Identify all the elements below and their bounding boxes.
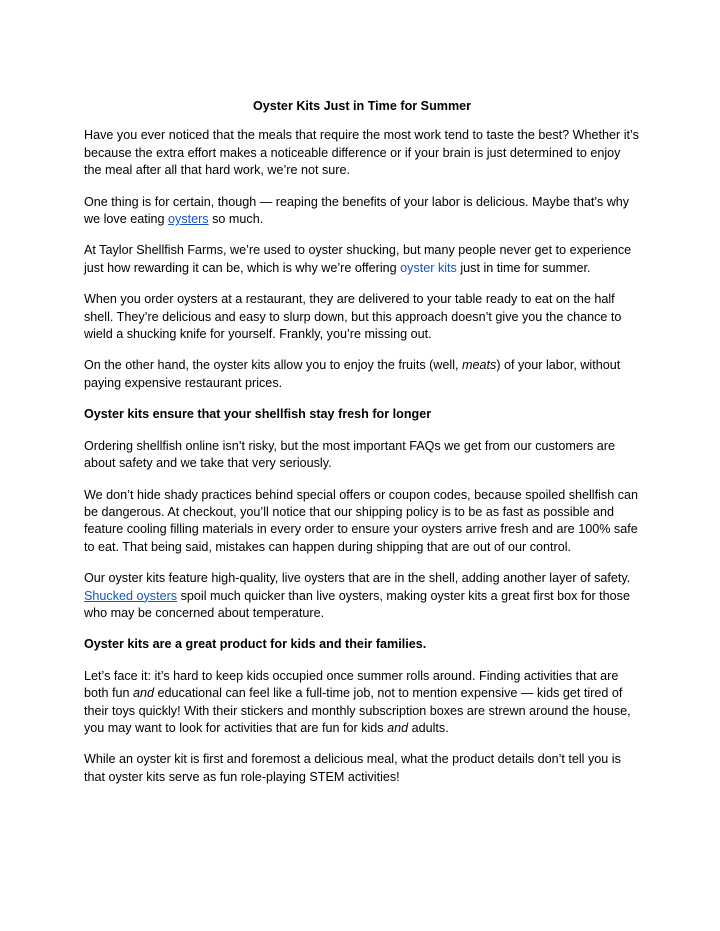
paragraph-text: Let’s face it: it’s hard to keep kids occupied once summer rolls around. Finding activities that are both fun bbox=[84, 668, 619, 701]
paragraph-faqs: Ordering shellfish online isn’t risky, but the most important FAQs we get from our customers are about safety and we take that very seriously. bbox=[84, 438, 616, 471]
oysters-link[interactable]: oysters bbox=[168, 212, 209, 227]
paragraph-summer-kids bbox=[84, 668, 640, 738]
paragraph-restaurant: When you order oysters at a restaurant, they are delivered to your table ready to eat on the half shell. They’re delicious and easy to slurp down, but this approach doesn’t give you the chance to wield a shucking knife for yourself. Frankly, you’re missing out. bbox=[84, 292, 622, 342]
paragraph-labor bbox=[84, 194, 640, 229]
paragraph-other-hand bbox=[84, 357, 640, 392]
paragraph-text: On the other hand, the oyster kits allow you to enjoy the fruits (well, bbox=[84, 358, 463, 373]
heading-kids: Oyster kits are a great product for kids and their families. bbox=[84, 637, 427, 652]
paragraph-stem: While an oyster kit is first and foremost a delicious meal, what the product details don’t tell you is that oyster kits serve as fun role-playing STEM activities! bbox=[84, 752, 621, 784]
paragraph-text: spoil much quicker than live oysters, making oyster kits a great first box for those who may be concerned about temperature. bbox=[84, 588, 630, 620]
emphasis-text: and bbox=[133, 686, 155, 701]
paragraph-text: One thing is for certain, though — reaping the benefits of your labor is delicious. Maybe that’s why we love eating bbox=[84, 194, 630, 227]
paragraph-text: educational can feel like a full-time job, not to mention expensive — kids get tired of their toys quickly! With their stickers and monthly subscription boxes are strewn around the house, you may want to look for activities that are fun for kids bbox=[84, 686, 631, 735]
paragraph-text: Our oyster kits feature high-quality, live oysters that are in the shell, adding another layer of safety. bbox=[84, 571, 631, 586]
paragraph-intro: Have you ever noticed that the meals that require the most work tend to taste the best? Whether it’s because the extra effort makes a noticeable difference or if your brain is just determined to enjoy the meal after all that hard work, we’re not sure. bbox=[84, 128, 639, 178]
paragraph-text: adults. bbox=[408, 720, 449, 735]
paragraph-text: At Taylor Shellfish Farms, we’re used to oyster shucking, but many people never get to experience just how rewarding it can be, which is why we’re offering bbox=[84, 243, 632, 275]
heading-fresh: Oyster kits ensure that your shellfish stay fresh for longer bbox=[84, 407, 432, 422]
document-body bbox=[84, 90, 640, 800]
paragraph-live-oysters bbox=[84, 570, 640, 622]
oyster-kits-link[interactable]: oyster kits bbox=[400, 260, 457, 275]
paragraph-text: ) of your labor, without paying expensive restaurant prices. bbox=[84, 358, 621, 390]
paragraph-taylor bbox=[84, 242, 640, 277]
document-title: Oyster Kits Just in Time for Summer bbox=[252, 99, 472, 113]
paragraph-shipping: We don’t hide shady practices behind special offers or coupon codes, because spoiled shellfish can be dangerous. At checkout, you’ll notice that our shipping policy is to be as fast as possible and feature cooling filling materials in every order to ensure your oysters arrive fresh and are 100% safe to eat. That being said, mistakes can happen during shipping that are out of our control. bbox=[84, 487, 639, 554]
emphasis-text: and bbox=[387, 720, 409, 735]
paragraph-text: just in time for summer. bbox=[456, 260, 591, 275]
paragraph-text: so much. bbox=[208, 212, 264, 227]
emphasis-text: meats bbox=[462, 358, 497, 373]
shucked-oysters-link[interactable]: Shucked oysters bbox=[84, 588, 178, 603]
